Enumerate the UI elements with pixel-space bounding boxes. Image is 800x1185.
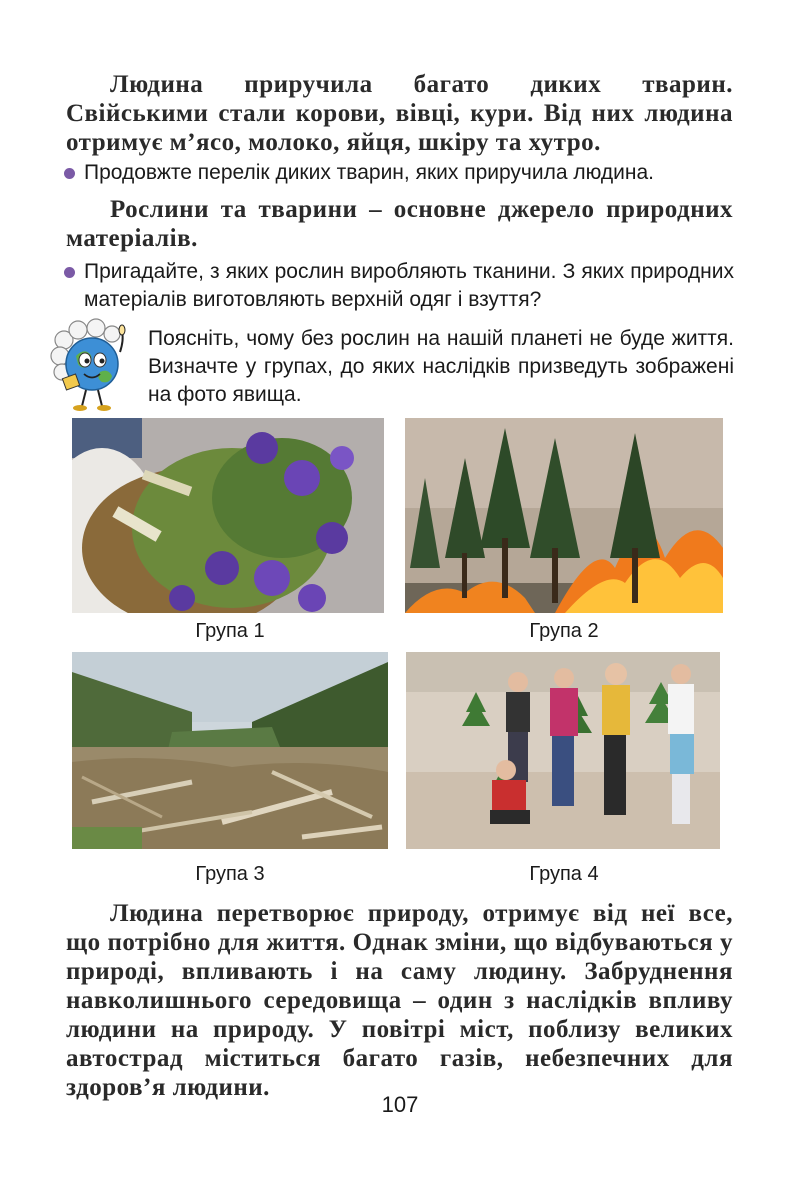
caption-group-4: Група 4 bbox=[529, 863, 599, 885]
task-text: Поясніть, чому без рослин на нашій планеті не буде життя. Визначте у групах, до яких наслідків призведуть зображені на фото явища. bbox=[148, 327, 734, 406]
bullet-text: Пригадайте, з яких рослин виробляють тканини. З яких природних матеріалів виготовляють верхній одяг і взуття? bbox=[84, 260, 734, 311]
flowers-image bbox=[72, 418, 384, 613]
photo-group-3 bbox=[72, 652, 388, 849]
materials-paragraph: Рослини та тварини – основне джерело природних матеріалів. bbox=[66, 196, 733, 252]
globe-mascot-icon bbox=[50, 318, 136, 414]
tree-planting-image bbox=[406, 652, 720, 849]
bullet-dot bbox=[64, 267, 75, 278]
question-bullet-2 bbox=[64, 258, 734, 314]
photo-group-2 bbox=[405, 418, 723, 613]
forest-fire-image bbox=[405, 418, 723, 613]
photo-group-1 bbox=[72, 418, 384, 613]
caption-group-1: Група 1 bbox=[195, 620, 265, 642]
bullet-text: Продовжте перелік диких тварин, яких приручила людина. bbox=[84, 161, 654, 184]
caption-group-3: Група 3 bbox=[195, 863, 265, 885]
caption-group-2: Група 2 bbox=[529, 620, 599, 642]
bullet-dot bbox=[64, 168, 75, 179]
intro-paragraph: Людина приручила багато диких тварин. Свійськими стали корови, вівці, кури. Від них людина отримує м’ясо, молоко, яйця, шкіру та хутро. bbox=[66, 71, 733, 156]
question-bullet-1 bbox=[64, 159, 734, 187]
photo-group-4 bbox=[406, 652, 720, 849]
page-number: 107 bbox=[381, 1092, 419, 1117]
impact-paragraph: Людина перетворює природу, отримує від неї все, що потрібно для життя. Однак зміни, що відбуваються у природі, впливають і на саму людину. Забруднення навколишнього середовища – один з наслідків впливу людини на природу. У повітрі міст, поблизу великих автострад міститься багато газів, небезпечних для здоров’я людини. bbox=[66, 900, 733, 1101]
deforestation-image bbox=[72, 652, 388, 849]
